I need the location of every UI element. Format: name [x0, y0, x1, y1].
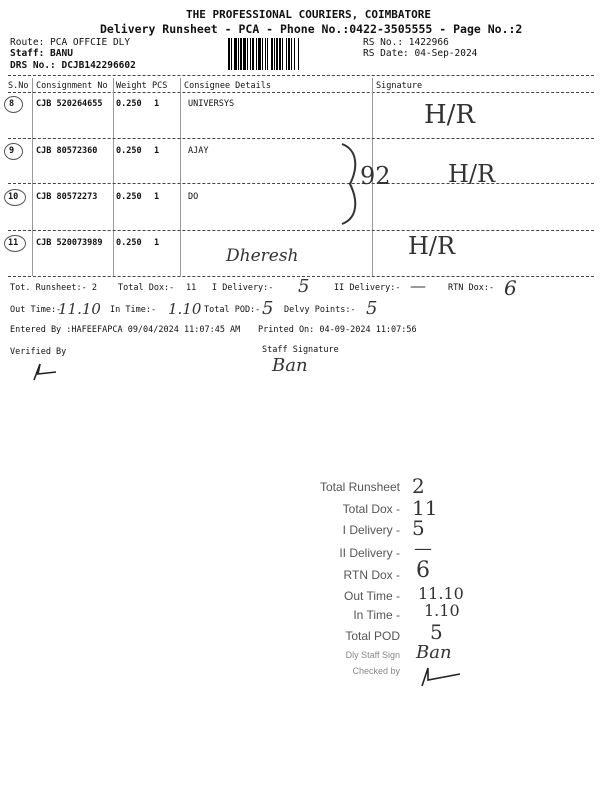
- row-sno: 11: [8, 238, 19, 248]
- rtn-dox-label: RTN Dox:-: [448, 283, 495, 293]
- row-weight: 0.250: [116, 238, 142, 248]
- ii-delivery-value: —: [410, 276, 426, 295]
- row-consignee-note: Dheresh: [226, 246, 299, 266]
- row-consignee: AJAY: [188, 146, 209, 156]
- stamp-label: Out Time -: [343, 589, 400, 603]
- delvy-points-value: 5: [366, 298, 378, 319]
- entered-by: Entered By :HAFEEFAPCA 09/04/2024 11:07:45 AM: [10, 325, 241, 335]
- row-consignee: DO: [188, 192, 199, 202]
- out-time-label: Out Time:-: [10, 305, 62, 315]
- total-dox-value: 11: [186, 283, 197, 293]
- staff-label: Staff: BANU: [10, 48, 73, 59]
- out-time-value: 11.10: [58, 300, 101, 318]
- staff-signature-mark: Ban: [272, 355, 308, 376]
- row-consignee: UNIVERSYS: [188, 99, 235, 109]
- total-dox-label: Total Dox:-: [118, 283, 175, 293]
- staff-signature-label: Staff Signature: [262, 345, 339, 355]
- row-signature: H/R: [424, 100, 476, 130]
- ii-delivery-label: II Delivery:-: [334, 283, 401, 293]
- row-weight: 0.250: [116, 192, 142, 202]
- rtn-dox-value: 6: [504, 276, 517, 300]
- row-sno: 9: [9, 146, 15, 156]
- total-pod-value: 5: [262, 298, 274, 319]
- in-time-value: 1.10: [168, 300, 202, 318]
- stamp-label: RTN Dox -: [343, 568, 400, 582]
- row-consignment: CJB 80572360: [36, 146, 98, 156]
- row-consignment: CJB 80572273: [36, 192, 98, 202]
- stamp-value: 1.10: [424, 601, 460, 620]
- in-time-label: In Time:-: [110, 305, 157, 315]
- verified-signature: [26, 360, 62, 382]
- col-sno: S.No: [8, 81, 29, 91]
- tot-runsheet: Tot. Runsheet:- 2: [10, 283, 97, 293]
- rs-date: RS Date: 04-Sep-2024: [363, 48, 478, 59]
- row-sno: 10: [8, 192, 19, 202]
- row-weight: 0.250: [116, 146, 142, 156]
- runsheet-subtitle: Delivery Runsheet - PCA - Phone No.:0422-3505555 - Page No.:2: [100, 22, 523, 36]
- i-delivery-label: I Delivery:-: [212, 283, 274, 293]
- row-weight: 0.250: [116, 99, 142, 109]
- row-consignment: CJB 520073989: [36, 238, 103, 248]
- col-consignment: Consignment No: [36, 81, 108, 91]
- drs-number: DRS No.: DCJB142296602: [10, 60, 136, 71]
- stamp-label: Total Dox -: [342, 502, 400, 516]
- route-label: Route: PCA OFFCIE DLY: [10, 37, 131, 48]
- checked-signature: [418, 664, 464, 688]
- verified-by-label: Verified By: [10, 347, 67, 357]
- stamp-label: I Delivery -: [342, 523, 400, 537]
- bracket-note: 92: [360, 162, 391, 190]
- stamp-label: Total Runsheet: [319, 480, 400, 494]
- stamp-label: Total POD: [345, 629, 400, 643]
- col-pcs: PCS: [152, 81, 168, 91]
- row-consignment: CJB 520264655: [36, 99, 103, 109]
- rs-number: RS No.: 1422966: [363, 37, 449, 48]
- company-title: THE PROFESSIONAL COURIERS, COIMBATORE: [186, 8, 432, 21]
- stamp-label: Checked by: [352, 666, 400, 676]
- stamp-label: In Time -: [353, 608, 400, 622]
- col-signature: Signature: [376, 81, 423, 91]
- stamp-value: 6: [416, 558, 430, 583]
- col-weight: Weight: [116, 81, 147, 91]
- stamp-value: 5: [412, 516, 425, 540]
- col-consignee: Consignee Details: [184, 81, 271, 91]
- delvy-points-label: Delvy Points:-: [284, 305, 356, 315]
- row-pcs: 1: [154, 99, 160, 109]
- stamp-value: 2: [412, 474, 425, 498]
- row-pcs: 1: [154, 146, 160, 156]
- total-pod-label: Total POD:-: [204, 305, 261, 315]
- stamp-label: II Delivery -: [339, 546, 400, 560]
- barcode: [228, 38, 356, 70]
- stamp-label: Dly Staff Sign: [345, 650, 400, 660]
- stamp-value: 5: [430, 620, 443, 644]
- row-pcs: 1: [154, 238, 160, 248]
- stamp-value: —: [414, 538, 432, 559]
- stamp-value: 11.10: [418, 584, 464, 603]
- row-signature: H/R: [448, 160, 496, 188]
- row-pcs: 1: [154, 192, 160, 202]
- row-sno: 8: [9, 99, 15, 109]
- stamp-value: Ban: [416, 642, 452, 663]
- stamp-value: 11: [412, 496, 438, 520]
- i-delivery-value: 5: [298, 276, 310, 297]
- printed-on: Printed On: 04-09-2024 11:07:56: [258, 325, 417, 335]
- row-signature: H/R: [408, 232, 456, 260]
